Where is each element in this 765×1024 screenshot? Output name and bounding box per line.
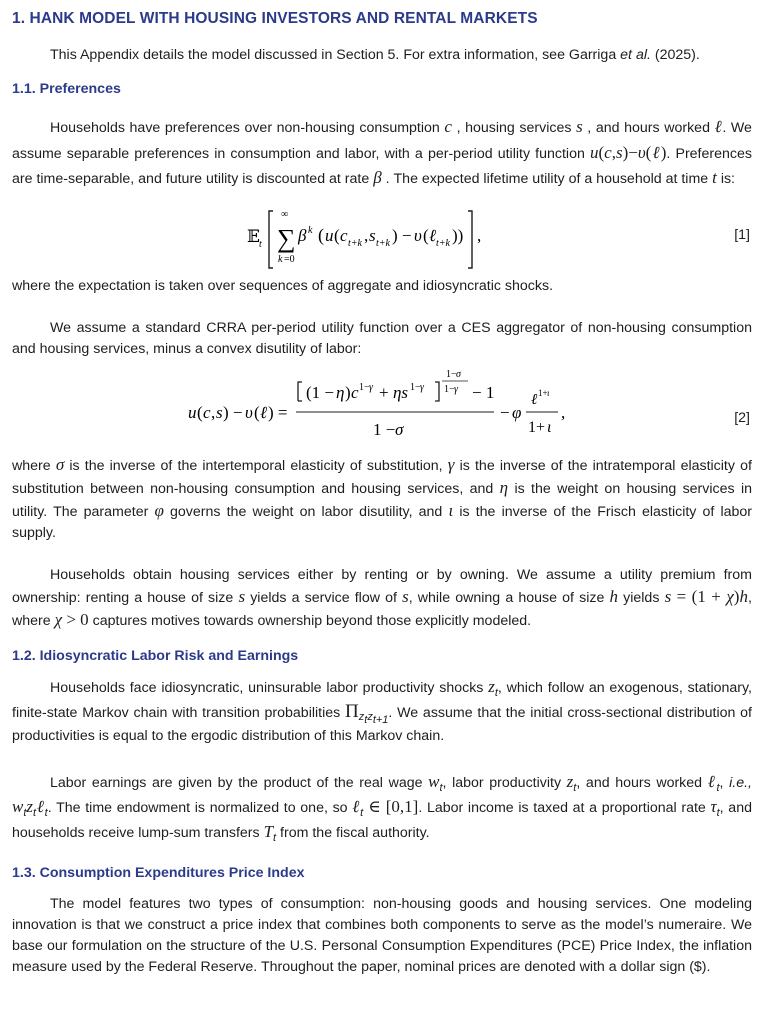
after-equation-1: where the expectation is taken over sequences of aggregate and idiosyncratic shocks. bbox=[12, 277, 554, 294]
svg-text:t+k: t+k bbox=[436, 237, 450, 249]
svg-text:t+k: t+k bbox=[376, 237, 390, 249]
svg-text:)): )) bbox=[452, 225, 464, 245]
crra-paragraph: We assume a standard CRRA per-period utility function over a CES aggregator of non-housing consumption and housing services, minus a convex disutility of labor: bbox=[12, 319, 752, 357]
svg-text:t: t bbox=[259, 238, 262, 250]
appendix-page bbox=[12, 0, 752, 978]
svg-text:) =: ) = bbox=[268, 402, 288, 422]
equation-2-svg bbox=[188, 368, 618, 462]
preferences-paragraph: Households have preferences over non-housing consumption c , housing services s , and hours worked ℓ. We assume separable preferences in consumption and labor, with a per-period utility function u(c,s)−υ(ℓ). Preferences are time-separable, and future utility is discounted at rate β . The expected lifetime utility of a household at time t is: bbox=[12, 117, 752, 187]
svg-text:u: u bbox=[188, 402, 197, 422]
svg-text:t+k: t+k bbox=[348, 237, 362, 249]
svg-text:1−: 1− bbox=[410, 381, 421, 393]
equation-1-number: [1] bbox=[734, 226, 750, 243]
svg-text:(: ( bbox=[318, 224, 324, 245]
svg-text:,: , bbox=[211, 402, 216, 422]
svg-text:c: c bbox=[203, 402, 211, 422]
earnings-paragraph: Labor earnings are given by the product of the real wage $w_t$, labor productivity $z_t$, and hours worked ℓ$_t$, i.e., $w_tz_t\ell_t$. The time endowment is normalized to one, so ℓ$_t$ ∈ [0,1]. Labor income is taxed at a proportional rate $\tau_t$, and households receive lump-sum transfers $T_t$ from the fiscal authority. bbox=[12, 771, 752, 844]
svg-text:s: s bbox=[216, 402, 223, 422]
svg-text:) −: ) − bbox=[392, 225, 412, 245]
svg-text:,: , bbox=[364, 225, 369, 245]
svg-text:(: ( bbox=[254, 402, 260, 422]
svg-text:ι: ι bbox=[547, 418, 552, 436]
heading-preferences: 1.1. Preferences bbox=[12, 81, 121, 97]
svg-text:−: − bbox=[500, 402, 510, 422]
svg-text:γ: γ bbox=[454, 383, 458, 395]
svg-text:1+: 1+ bbox=[528, 418, 546, 436]
svg-text:,: , bbox=[561, 402, 566, 422]
svg-text:1+: 1+ bbox=[538, 387, 548, 398]
svg-text:(1 −: (1 − bbox=[306, 382, 334, 402]
svg-text:γ: γ bbox=[420, 381, 424, 393]
svg-text:): ) bbox=[345, 382, 351, 402]
heading-labor-risk: 1.2. Idiosyncratic Labor Risk and Earnings bbox=[12, 647, 299, 664]
svg-text:=0: =0 bbox=[284, 253, 295, 265]
svg-text:u: u bbox=[325, 225, 334, 245]
section-title: 1. HANK MODEL WITH HOUSING INVESTORS AND RENTAL MARKETS bbox=[12, 10, 538, 27]
svg-text:σ: σ bbox=[456, 368, 461, 380]
svg-text:+: + bbox=[379, 382, 389, 402]
svg-text:1−: 1− bbox=[359, 381, 370, 393]
svg-text:υ: υ bbox=[245, 402, 253, 422]
svg-text:1 −: 1 − bbox=[373, 419, 396, 439]
svg-text:c: c bbox=[351, 382, 359, 402]
svg-text:η: η bbox=[336, 382, 345, 402]
svg-text:φ: φ bbox=[512, 402, 522, 422]
svg-text:s: s bbox=[369, 225, 376, 245]
svg-text:∑: ∑ bbox=[277, 223, 296, 253]
svg-text:γ: γ bbox=[369, 381, 373, 393]
svg-text:σ: σ bbox=[395, 419, 404, 439]
equation-1 bbox=[12, 198, 752, 276]
svg-text:υ: υ bbox=[414, 225, 422, 245]
svg-text:,: , bbox=[477, 225, 482, 245]
equation-1-svg bbox=[247, 206, 537, 276]
svg-text:) −: ) − bbox=[223, 402, 243, 422]
intro-paragraph: This Appendix details the model discussed in Section 5. For extra information, see Garriga et al. (2025). bbox=[50, 47, 700, 63]
svg-text:(: ( bbox=[197, 402, 203, 422]
svg-text:(: ( bbox=[334, 225, 340, 245]
svg-text:c: c bbox=[340, 225, 348, 245]
price-index-paragraph: The model features two types of consumption: non-housing goods and housing services. One modeling innovation is that we construct a price index that combines both components to serve as the model’s numeraire. We base our formulation on the structure of the U.S. Personal Consumption Expenditures (PCE) Price Index, the inflation measure used by the Federal Reserve. Throughout the paper, nominal prices are denoted with a dollar sign ($). bbox=[12, 895, 752, 975]
svg-text:β: β bbox=[298, 225, 307, 245]
svg-text:1−: 1− bbox=[446, 368, 457, 380]
svg-text:∞: ∞ bbox=[281, 208, 289, 220]
equation-2 bbox=[12, 368, 752, 462]
heading-price-index: 1.3. Consumption Expenditures Price Index bbox=[12, 864, 305, 881]
svg-text:1−: 1− bbox=[444, 383, 455, 395]
equation-2-number: [2] bbox=[734, 409, 750, 426]
labor-risk-paragraph: Households face idiosyncratic, uninsurable labor productivity shocks $z_t$, which follow an exogenous, stationary, finite-state Markov chain with transition probabilities $\Pi_{z_tz_{t+1}}$. We assume that the initial cross-sectional distribution of productivities is equal to the ergodic distribution of this Markov chain. bbox=[12, 676, 752, 744]
svg-text:ℓ: ℓ bbox=[429, 225, 437, 245]
housing-services-paragraph: Households obtain housing services either by renting or by owning. We assume a utility premium from ownership: renting a house of size s yields a service flow of s, while owning a house of size h yields s = (1 + χ)h, where χ > 0 captures motives towards ownership beyond those explicitly modeled. bbox=[12, 566, 752, 629]
svg-text:𝔼: 𝔼 bbox=[247, 226, 260, 247]
svg-text:(: ( bbox=[423, 225, 429, 245]
svg-text:ℓ: ℓ bbox=[260, 402, 268, 422]
svg-text:ηs: ηs bbox=[393, 382, 409, 402]
svg-text:ι: ι bbox=[547, 387, 550, 398]
equation-1-body bbox=[247, 206, 537, 283]
svg-text:k: k bbox=[308, 224, 313, 236]
svg-text:ℓ: ℓ bbox=[531, 391, 538, 408]
svg-text:k: k bbox=[278, 253, 283, 265]
equation-2-body bbox=[188, 368, 618, 469]
svg-text:− 1: − 1 bbox=[472, 382, 495, 402]
parameters-paragraph: where σ is the inverse of the intertemporal elasticity of substitution, γ is the inverse of the intratemporal elasticity of substitution between non-housing consumption and housing services, and η is the weight on housing services in utility. The parameter φ governs the weight on labor disutility, and ι is the inverse of the Frisch elasticity of labor supply. bbox=[12, 454, 753, 541]
